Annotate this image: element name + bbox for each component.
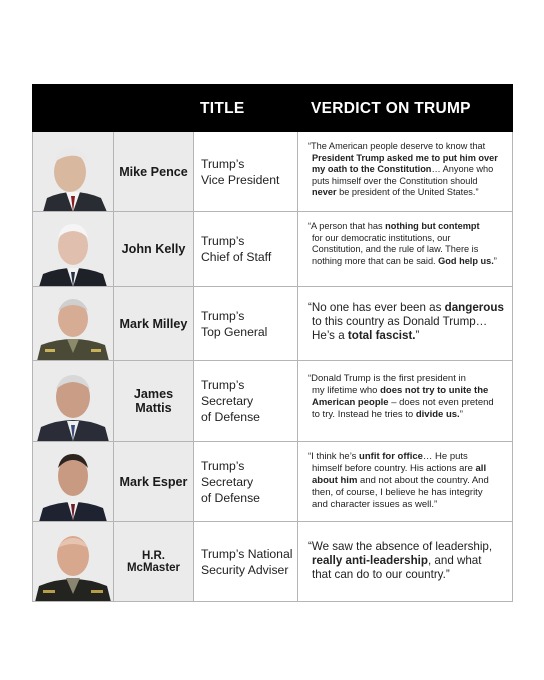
- quote-line: [308, 385, 502, 397]
- quote-text: ”: [459, 409, 463, 420]
- title-line: of Defense: [201, 490, 260, 505]
- quote-line: [308, 187, 502, 199]
- quote-line: [308, 554, 502, 568]
- title-line: Vice President: [201, 172, 280, 187]
- quote-emphasis: President Trump asked me to put him over: [312, 152, 498, 163]
- quote-emphasis: my oath to the Constitution: [312, 164, 432, 175]
- quote-text: “We saw the absence of leadership,: [308, 540, 493, 553]
- quote-emphasis: total fascist.: [347, 329, 416, 342]
- person-title: [194, 132, 298, 211]
- title-line: Chief of Staff: [201, 250, 272, 264]
- quote-text: for our democratic institutions, our: [312, 232, 451, 243]
- title-line: Trump’s Secretary: [201, 378, 254, 408]
- quote-text: be president of the United States.”: [336, 187, 479, 198]
- title-line: of Defense: [201, 410, 260, 424]
- quote-line: [308, 409, 502, 421]
- person-name: H.R. McMaster: [114, 522, 194, 601]
- quote-line: [308, 463, 502, 475]
- quote-text: ”: [493, 255, 497, 266]
- quote-text: puts himself over the Constitution should: [312, 175, 478, 186]
- person-name: James Mattis: [114, 361, 194, 441]
- title-line: Trump’s: [201, 156, 245, 171]
- person-name: Mark Esper: [114, 442, 194, 521]
- quote-line: [308, 397, 502, 409]
- quote-text: “The American people deserve to know that: [308, 141, 486, 151]
- quote-emphasis: about him: [312, 475, 358, 486]
- quote-text: to try. Instead he tries to: [312, 409, 416, 420]
- table-row: [32, 522, 513, 602]
- quote-text: that can do to our country.”: [312, 568, 450, 581]
- portrait-photo: [33, 522, 114, 601]
- quote-text: ”: [415, 329, 420, 342]
- quote-line: [308, 373, 502, 385]
- quote-line: [308, 221, 502, 233]
- quote-line: [308, 141, 502, 153]
- quote-text: himself before country. His actions are: [312, 463, 476, 474]
- verdict-quote: [298, 442, 512, 521]
- comparison-table: [32, 84, 513, 602]
- quote-emphasis: unfit for office: [359, 451, 423, 462]
- quote-line: [308, 164, 502, 176]
- quote-text: then, of course, I believe he has integrity: [312, 487, 483, 498]
- portrait-photo: [33, 361, 114, 441]
- person-title: [194, 212, 298, 286]
- table-row: [32, 287, 513, 361]
- verdict-quote: [298, 287, 512, 360]
- quote-emphasis: God help us.: [438, 255, 494, 266]
- table-row: [32, 442, 513, 522]
- person-title: [194, 287, 298, 360]
- portrait-photo: [33, 212, 114, 286]
- verdict-quote: [298, 361, 512, 441]
- quote-line: [308, 329, 502, 343]
- quote-text: my lifetime who: [312, 385, 381, 396]
- quote-emphasis: nothing but contempt: [385, 221, 480, 231]
- quote-text: He’s a: [312, 329, 348, 342]
- verdict-quote: [298, 522, 512, 601]
- quote-text: – does not even pretend: [388, 397, 494, 408]
- table-row: [32, 212, 513, 287]
- quote-text: Constitution, and the rule of law. There is: [312, 244, 479, 255]
- table-header: [32, 84, 513, 132]
- quote-emphasis: all: [475, 463, 487, 474]
- quote-text: “I think he’s: [308, 451, 360, 462]
- quote-line: [308, 499, 502, 511]
- title-line: Trump’s National: [201, 546, 293, 561]
- quote-line: [308, 301, 502, 315]
- quote-text: and character issues as well.”: [312, 499, 438, 510]
- quote-text: , and what: [427, 554, 482, 567]
- quote-line: [308, 244, 502, 256]
- table-row: [32, 361, 513, 442]
- quote-emphasis: does not try to unite the: [380, 385, 489, 396]
- quote-line: [308, 451, 502, 463]
- quote-text: to this country as Donald Trump…: [312, 315, 488, 328]
- quote-line: [308, 568, 502, 582]
- portrait-photo: [33, 287, 114, 360]
- verdict-quote: [298, 212, 512, 286]
- table-row: [32, 132, 513, 212]
- person-title: [194, 442, 298, 521]
- quote-emphasis: divide us.: [415, 409, 460, 420]
- quote-text: nothing more that can be said.: [312, 255, 439, 266]
- quote-line: [308, 540, 502, 554]
- quote-text: “No one has ever been as: [308, 301, 445, 314]
- quote-text: “A person that has: [308, 221, 386, 231]
- quote-line: [308, 153, 502, 165]
- quote-line: [308, 487, 502, 499]
- quote-line: [308, 315, 502, 329]
- title-line: Trump’s: [201, 234, 245, 248]
- header-verdict: VERDICT ON TRUMP: [311, 100, 471, 117]
- title-line: Trump’s: [201, 308, 245, 323]
- person-name: Mark Milley: [114, 287, 194, 360]
- portrait-photo: [33, 132, 114, 211]
- quote-emphasis: American people: [312, 397, 389, 408]
- quote-line: [308, 256, 502, 268]
- quote-emphasis: dangerous: [444, 301, 504, 314]
- person-name: Mike Pence: [114, 132, 194, 211]
- quote-line: [308, 233, 502, 245]
- header-title: TITLE: [200, 100, 245, 117]
- quote-line: [308, 475, 502, 487]
- portrait-photo: [33, 442, 114, 521]
- quote-line: [308, 176, 502, 188]
- quote-text: … Anyone who: [431, 164, 494, 175]
- person-name: John Kelly: [114, 212, 194, 286]
- title-line: Top General: [201, 324, 268, 339]
- title-line: Trump’s Secretary: [201, 458, 254, 489]
- person-title: [194, 522, 298, 601]
- quote-text: “Donald Trump is the first president in: [308, 373, 466, 384]
- quote-text: and not about the country. And: [357, 475, 489, 486]
- quote-emphasis: never: [312, 187, 337, 198]
- quote-emphasis: really anti-leadership: [312, 554, 428, 567]
- person-title: [194, 361, 298, 441]
- verdict-quote: [298, 132, 512, 211]
- quote-text: … He puts: [422, 451, 468, 462]
- title-line: Security Adviser: [201, 562, 289, 577]
